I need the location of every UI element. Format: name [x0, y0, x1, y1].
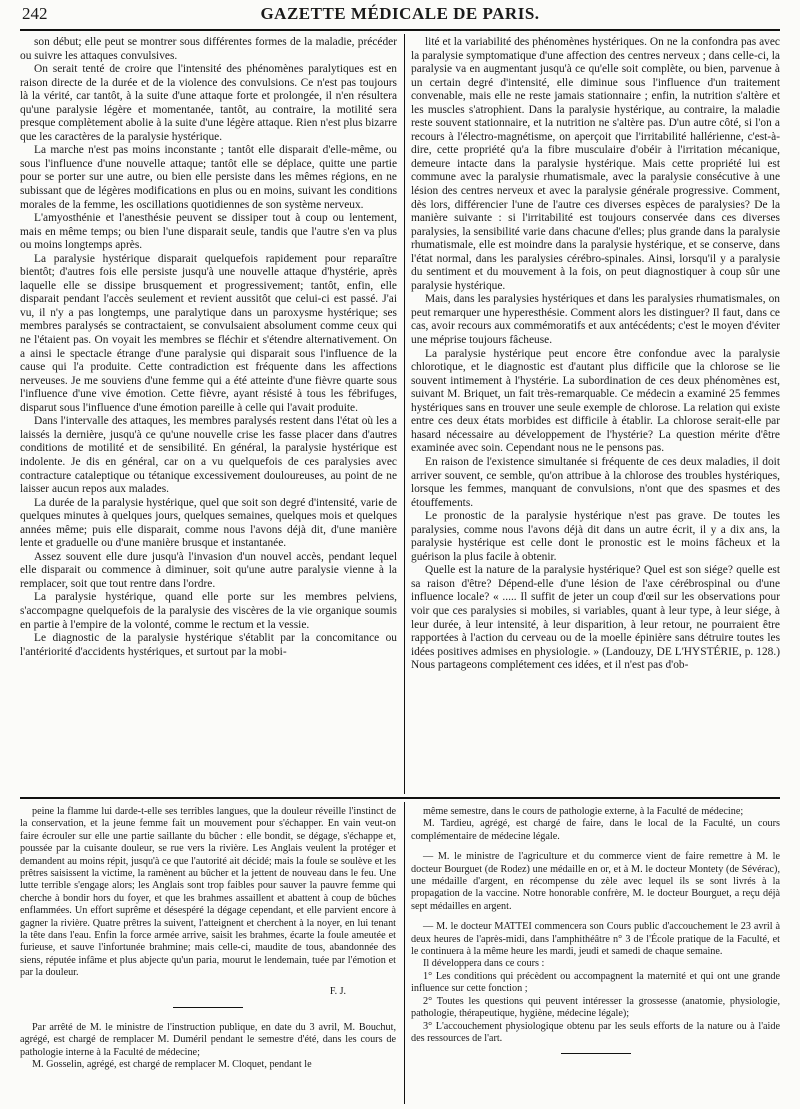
paragraph: La paralysie hystérique, quand elle porte sur les membres pelviens, s'accompagne quelquefois de la paralysie des viscères de la vie organique soumis en partie à l'empire de la volonté, comme le rectum et la vessie. [20, 591, 397, 631]
separator-rule [173, 1007, 243, 1008]
paragraph: La durée de la paralysie hystérique, quel que soit son degré d'intensité, varie de quelques minutes à quelques jours, quelques semaines, quelques mois et quelques années même; puis elle disparait, comme nous l'avons déjà dit, d'une manière lente et graduelle ou d'une manière brusque et instantanée. [20, 496, 397, 550]
paragraph: Le pronostic de la paralysie hystérique n'est pas grave. De toutes les paralysies, comme nous l'avons déjà dit dans un autre écrit, il y a dix ans, la paralysie hystérique est celle dont le pronostic est le moins fâcheux et la guérison la plus facile à obtenir. [411, 510, 780, 563]
paragraph: En raison de l'existence simultanée si fréquente de ces deux maladies, il doit arriver souvent, ce semble, qu'on attribue à la chlorose des troubles hystériques, lorsque les femmes, manquant de convulsions, n'ont que des spasmes et des étouffements. [411, 455, 780, 509]
paragraph: Par arrêté de M. le ministre de l'instruction publique, en date du 3 avril, M. Bouchut, agrégé, est chargé de remplacer M. Duméril pendant le semestre d'été, dans les cours de pathologie interne à la Faculté de médecine; [20, 1021, 396, 1058]
paragraph: Mais, dans les paralysies hystériques et dans les paralysies rhumatismales, on peut remarquer une hyperesthésie. Comment alors les distinguer? Il faut, dans ce cas, avoir recours aux commémoratifs et aux antécédents; c'est le moyen d'éviter une méprise toujours fâcheuse. [411, 293, 780, 347]
paragraph: M. Tardieu, agrégé, est chargé de faire, dans le local de la Faculté, un cours complémentaire de médecine légale. [411, 818, 780, 842]
paragraph: Quelle est la nature de la paralysie hystérique? Quel est son siége? quelle est sa raison d'être? Dépend-elle d'une lésion de l'axe cérébrospinal ou d'une influence locale? « ..... Il suffit de jeter un coup d'œil sur les observations pour voir que ces paralysies si mobiles, si variables, quant à leur type, à leur siége, à leur durée, à leur intensité, à leur disparition, à leur retour, ne pourraient être rapportées à l'action du cerveau ou de la moelle épinière sans détruire toutes les idées positives admises en physiologie. » (Landouzy, DE L'HYSTÉRIE, p. 128.) Nous partageons complétement ces idées, et il n'est pas d'ob- [411, 564, 780, 672]
signature: F. J. [329, 985, 346, 997]
paragraph: Le diagnostic de la paralysie hystérique s'établit par la concomitance ou l'antériorité d'accidents hystériques, et surtout par la mobi- [20, 632, 397, 658]
news-item: — M. le ministre de l'agriculture et du commerce vient de faire remettre à M. le docteur Bourguet (de Rodez) une médaille en or, et à M. le docteur Montety (de Sévérac), une médaille d'argent, en récompense du zèle avec lequel ils se sont livrés à la propagation de la vaccine. Notre honorable confrère, M. le docteur Bourguet, a reçu déjà sept médailles en argent. [411, 851, 780, 912]
list-item: 1° Les conditions qui précèdent ou accompagnent la maternité et qui ont une grande influence sur cette fonction ; [411, 970, 780, 995]
paragraph: même semestre, dans le cours de pathologie externe, à la Faculté de médecine; [423, 806, 744, 817]
paragraph: son début; elle peut se montrer sous différentes formes de la maladie, précéder ou suivre les attaques convulsives. [20, 36, 397, 62]
upper-right-column [411, 36, 780, 792]
column-divider [404, 34, 405, 794]
news-item: — M. le docteur MATTEI commencera son Cours public d'accouchement le 23 avril à deux heures de l'après-midi, dans l'amphithéâtre n° 3 de l'École pratique de la Faculté, et le continuera à la même heure les mardi, jeudi et samedi de chaque semaine. [411, 921, 780, 958]
paragraph: Assez souvent elle dure jusqu'à l'invasion d'un nouvel accès, pendant lequel elle disparait ou commence à diminuer, soit qu'une autre paralysie vienne à la remplacer, soit que tout rentre dans l'ordre. [20, 550, 397, 590]
paragraph: peine la flamme lui darde-t-elle ses terribles langues, que la douleur réveille l'instinct de la conservation, et la jeune femme fait un mouvement pour s'échapper. En vain veut-on faire écrouler sur elle une partie saillante du bûcher : elle bondit, se dégage, s'échappe et, poussée par la cuisante douleur, se rue vers la rivière. Les Anglais veulent la protéger et demandent au moins répit, jusqu'à ce que l'autorité ait décidé; mais la foule se soulève et les prêtres saisissent la victime, la ramènent au bûcher et la jettent de nouveau dans le feu. Une lutte terrible s'engage alors; les Anglais sont trop faibles pour sauver la pauvre femme qui cherche à bondir hors du foyer, et que les brahmes assaillent et abattent à coup de bûches enflammées. Un effort suprême et désespéré la dégage cependant, et elle parvient encore à gagner la rivière. Quatre prêtres la suivent, l'atteignent et cherchent à la noyer, en lui tenant la tête dans l'eau. Enfin la force armée arrive, saisit les brahmes, écarte la foule ameutée et furieuse, et sauve l'infortunée brahmine; mais celle-ci, maudite de tous, abandonnée des siens, réputée infâme et plus abjecte qu'un paria, mourut le lendemain, tuée par l'émotion et par la douleur. [20, 806, 396, 979]
list-item: 2° Toutes les questions qui peuvent intéresser la grossesse (anatomie, physiologie, pathologie, thérapeutique, hygiène, médecine légale); [411, 995, 780, 1020]
paragraph: La paralysie hystérique peut encore être confondue avec la paralysie chlorotique, et le diagnostic est d'autant plus difficile que la chlorose se lie souvent intimement à l'hystérie. La subordination de ces deux phénomènes est, suivant M. Briquet, un fait très-remarquable. Ce médecin a examiné 25 femmes hystériques sans en trouver une seule exemple de chlorose. La relation qui existe entre ces deux états morbides est difficile à établir. La chlorose serait-elle par hasard nécessaire au développement de l'hystérie? La question mérite d'être examinée avec soin. Cependant nous ne le pensons pas. [411, 347, 780, 455]
paragraph: On serait tenté de croire que l'intensité des phénomènes paralytiques est en raison directe de la durée et de la violence des convulsions. Ce n'est pas toujours là la vérité, car tantôt, à la suite d'une attaque forte et prolongée, il n'en résultera qu'une paralysie légère et momentanée, tantôt, au contraire, la motilité sera presque complètement abolie à la suite d'une légère attaque. Rien n'est plus bizarre que les caractères de la paralysie hystérique. [20, 63, 397, 143]
paragraph: M. Gosselin, agrégé, est chargé de remplacer M. Cloquet, pendant le [32, 1058, 312, 1070]
end-rule [561, 1053, 631, 1054]
page-number: 242 [22, 4, 48, 23]
lower-left-column [20, 806, 396, 1104]
column-divider-lower [404, 802, 405, 1104]
header-rule [20, 29, 780, 31]
list-item: 3° L'accouchement physiologique obtenu par les seuls efforts de la nature ou à l'aide des ressources de l'art. [411, 1020, 780, 1044]
paragraph: Il développera dans ce cours : [423, 958, 545, 970]
paragraph: La paralysie hystérique disparait quelquefois rapidement pour reparaître bientôt; d'autres fois elle persiste jusqu'à une nouvelle attaque d'hystérie, après laquelle elle se dissipe brusquement et progressivement; tantôt, enfin, elle disparait pendant l'accès seulement et revient aussitôt que celui-ci est passé. J'ai vu, il n'y a pas longtemps, une paralytique dans un paroxysme hystérique; ses membres paralysés se contractaient, se convulsaient absolument comme ceux qui ne l'étaient pas. On voyait les membres se fléchir et s'étendre alternativement. On a ainsi le spectacle étrange d'une paralysie qui disparait sous l'influence de la cause qui l'a produite. Cette contradiction est fréquente dans les affections nerveuses. Je me souviens d'une femme qui a été atteinte d'une fièvre quarte sous l'influence d'une vive émotion. Cette fièvre, ayant résisté à tous les fébrifuges, disparut sous l'influence d'une émotion pareille à celle qui l'avait produite. [20, 252, 397, 414]
section-rule [20, 797, 780, 799]
paragraph: La marche n'est pas moins inconstante ; tantôt elle disparait d'elle-même, ou sous l'influence d'une nouvelle attaque; tantôt elle se déplace, quitte une partie pour se porter sur une autre, ou bien elle persiste dans les mêmes régions, en ne subissant que de légères modifications en plus ou en moins, suivant les conditions morales de la femme, les oscillations quotidiennes de son système nerveux. [20, 144, 397, 211]
lower-right-column [411, 806, 780, 1104]
paragraph: lité et la variabilité des phénomènes hystériques. On ne la confondra pas avec la paralysie symptomatique d'une affection des centres nerveux ; dans celle-ci, la paralysie va en augmentant jusqu'à ce qu'elle soit complète, ou bien, parvenue à un certain degré d'intensité, elle diminue sous l'influence d'un traitement convenable, mais elle ne reste jamais stationnaire ; enfin, la nutrition s'altère et les muscles s'atrophient. Dans la paralysie hystérique, au contraire, la maladie reste souvent stationnaire, et la nutrition ne s'altère pas. D'un autre côté, si l'on a recours à l'électro-magnétisme, on aperçoit que l'irritabilité hallérienne, c'est-à-dire, cette propriété qu'a la fibre musculaire d'obéir à l'irritation mécanique, demeure intacte dans la paralysie hystérique. Mais cette propriété lui est commune avec la paralysie rhumatismale, avec la paralysie consécutive à une lésion des centres nerveux et avec la paralysie générale progressive. Comment, dès lors, différencier l'une de l'autre ces diverses espèces de paralysies? De la manière suivante : si l'irritabilité est toujours conservée dans ces diverses paralysies, la sensibilité varie dans chacune d'elles; plus grande dans la paralysie rhumatismale, elle est moindre dans la paralysie hystérique, et se conserve, dans l'état normal, dans les paralysies cérébro-spinales. Ainsi, lorsqu'il y a paralysie du sentiment et du mouvement à la fois, on peut diagnostiquer à coup sûr une paralysie hystérique. [411, 36, 780, 292]
journal-title: GAZETTE MÉDICALE DE PARIS. [260, 4, 540, 23]
page-header [20, 4, 780, 24]
paragraph: L'amyosthénie et l'anesthésie peuvent se dissiper tout à coup ou lentement, mais en même temps; ou bien l'une disparait seule, tandis que l'autre s'en va plus ou moins longtemps après. [20, 212, 397, 252]
paragraph: Dans l'intervalle des attaques, les membres paralysés restent dans l'état où les a laissés la dernière, jusqu'à ce qu'une nouvelle crise les fasse placer dans d'autres conditions de motilité et de sensibilité. En général, la paralysie hystérique est indolente. Je dis en général, car on a vu quelquefois de ces paralysies avec contracture cataleptique ou tétanique excessivement douloureuses, au point de ne laisser aucun repos aux malades. [20, 415, 397, 496]
upper-left-column [20, 36, 397, 792]
